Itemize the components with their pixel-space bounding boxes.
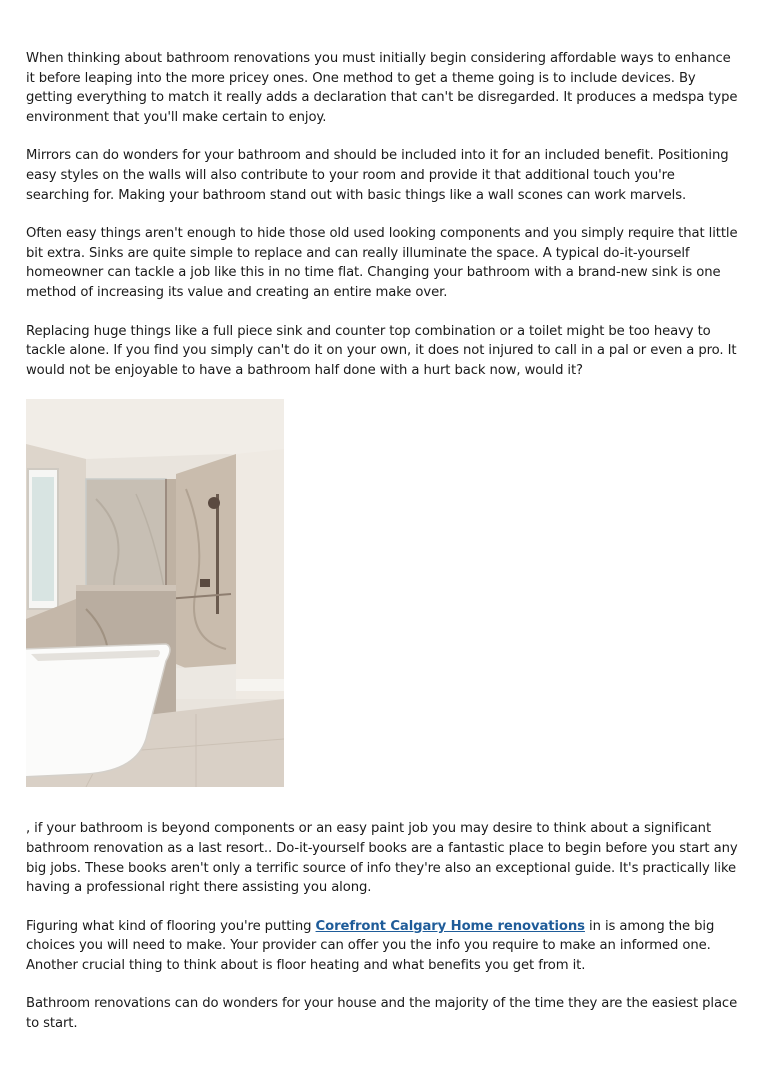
- paragraph-flooring: [26, 917, 742, 976]
- paragraph-books: , if your bathroom is beyond components or an easy paint job you may desire to think about a significant bathroom renovation as a last resort.. Do-it-yourself books are a fantastic place to begin before you start any big jobs. These books aren't only a terrific source of info they're also an exceptional guide. It's practically like having a professional right there assisting you along.: [26, 821, 738, 896]
- paragraph-intro: When thinking about bathroom renovations you must initially begin considering affordable ways to enhance it before leaping into the more pricey ones. One method to get a theme going is to include devices. By getting everything to match it really adds a declaration that can't be disregarded. It produces a medspa type environment that you'll make certain to enjoy.: [26, 51, 738, 125]
- paragraph-mirrors: Mirrors can do wonders for your bathroom and should be included into it for an included benefit. Positioning easy styles on the walls will also contribute to your room and provide it that additional touch you're searching for. Making your bathroom stand out with basic things like a wall scones can work marvels.: [26, 148, 729, 203]
- paragraph-replacing: Replacing huge things like a full piece sink and counter top combination or a toilet might be too heavy to tackle alone. If you find you simply can't do it on your own, it does not injured to call in a pal or even a pro. It would not be enjoyable to have a bathroom half done with a hurt back now, would it?: [26, 323, 737, 378]
- flooring-text-after: in is among the big choices you will need to make. Your provider can offer you the info you require to make an informed one. Another crucial thing to think about is floor heating and what benefits you get from it.: [26, 918, 715, 973]
- document-page: [26, 49, 742, 1053]
- corefront-link[interactable]: Corefront Calgary Home renovations: [315, 918, 585, 934]
- bathroom-photo: [26, 399, 284, 787]
- paragraph-closing: Bathroom renovations can do wonders for your house and the majority of the time they are the easiest place to start.: [26, 996, 738, 1032]
- paragraph-sinks: Often easy things aren't enough to hide those old used looking components and you simply require that little bit extra. Sinks are quite simple to replace and can really illuminate the space. A typical do-it-yourself homeowner can tackle a job like this in no time flat. Changing your bathroom with a brand-new sink is one method of increasing its value and creating an entire make over.: [26, 226, 738, 300]
- flooring-text-before: Figuring what kind of flooring you're putting: [26, 918, 316, 934]
